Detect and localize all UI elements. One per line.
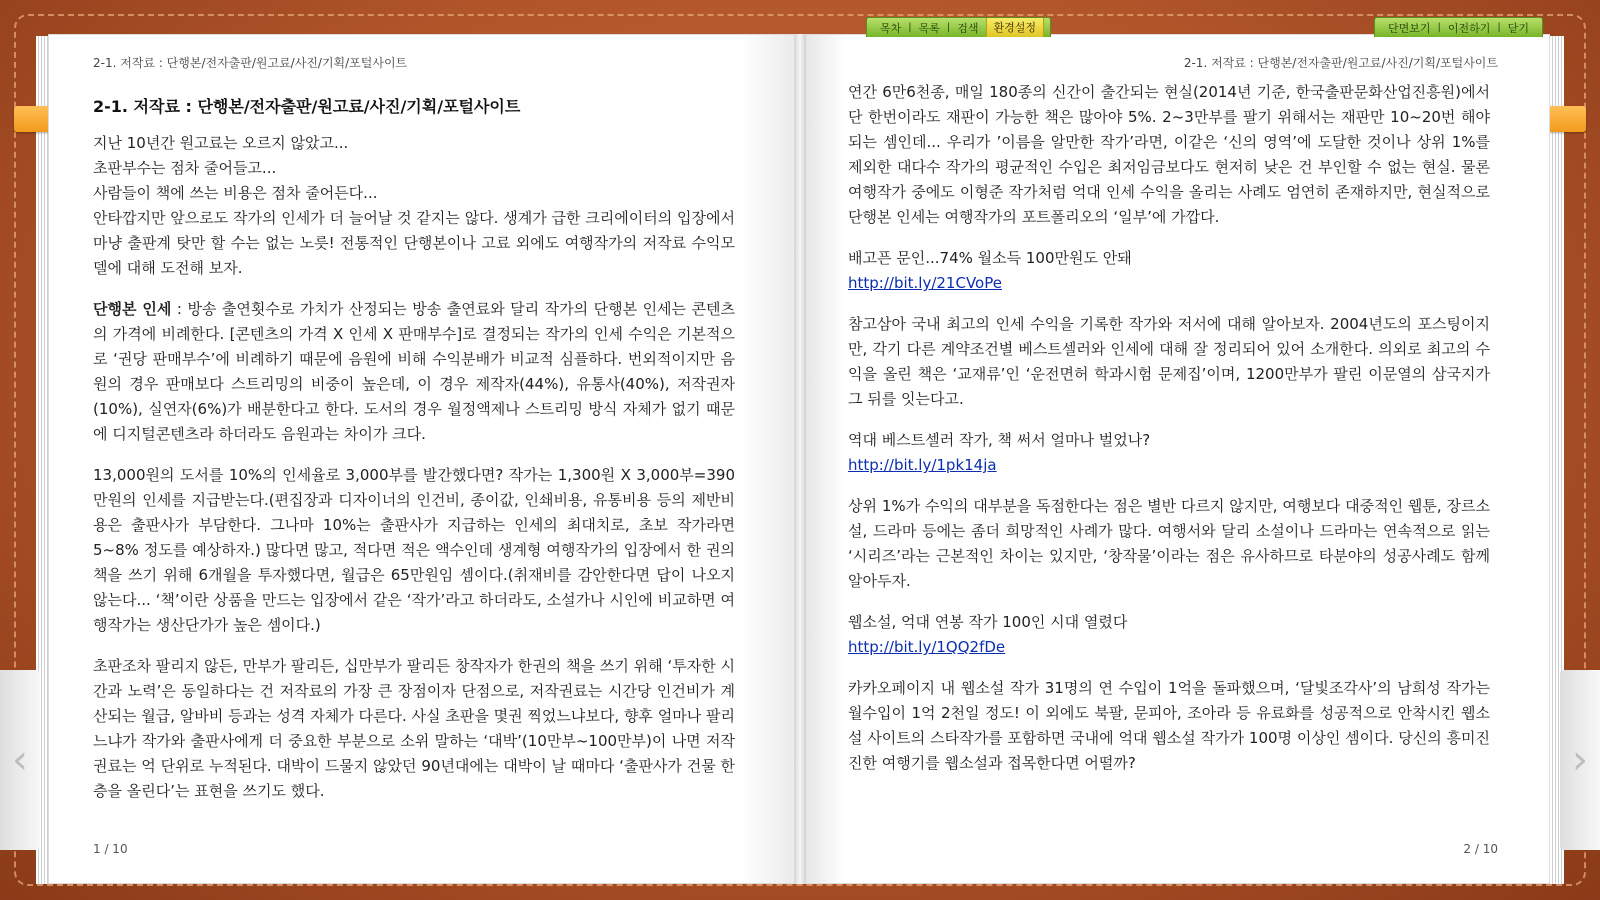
book-spine-gutter	[794, 34, 806, 884]
article-link[interactable]: http://bit.ly/21CVoPe	[848, 274, 1002, 292]
left-page	[48, 34, 800, 884]
left-page-number: 1 / 10	[93, 842, 128, 856]
right-bookmark-tab[interactable]	[1548, 106, 1586, 132]
settings-button[interactable]: 환경설정	[986, 18, 1045, 37]
right-page	[800, 34, 1550, 884]
link-caption: 역대 베스트셀러 작가, 책 써서 얼마나 벌었나?	[848, 431, 1151, 449]
main-toolbar	[866, 17, 1051, 37]
section-title: 2-1. 저작료 : 단행본/전자출판/원고료/사진/기획/포털사이트	[93, 97, 521, 116]
reality-paragraph: 연간 6만6천종, 매일 180종의 신간이 출간되는 현실(2014년 기준, 한국출판문화산업진흥원)에서 단 한번이라도 재판이 가능한 책은 많아야 5%. 2~3만부를 팔기 위해서는 재판만 10~20번 해야 되는 셈인데... 우리가 ’이름을 알만한 작가’라면, 이같은 ‘신의 영역’에 도달한 것이나 상위 1%를 제외한 대다수 작가의 평균적인 수입은 최저임금보다도 현저히 낮은 건 부인할 수 없는 현실. 물론 여행작가 중에도 이형준 작가처럼 억대 인세 수익을 올리는 사례도 엄연히 존재하지만, 현실적으로 단행본 인세는 여행작가의 포트폴리오의 ‘일부’에 가깝다.	[848, 83, 1490, 226]
intro-line: 사람들이 책에 쓰는 비용은 점차 줄어든다...	[93, 184, 378, 202]
left-bookmark-tab[interactable]	[14, 106, 52, 132]
left-page-content	[93, 94, 735, 820]
intro-paragraph: 안타깝지만 앞으로도 작가의 인세가 더 늘어날 것 같지는 않다. 생계가 급한 크리에이터의 입장에서 마냥 출판계 탓만 할 수는 없는 노릇! 전통적인 단행본이나 고료 외에도 여행작가의 저작료 수익모델에 대해 도전해 보자.	[93, 209, 735, 277]
toolbar-separator: |	[1497, 22, 1501, 33]
intro-line: 지난 10년간 원고료는 오르지 않았고...	[93, 134, 349, 152]
list-button[interactable]: 목록	[918, 21, 940, 35]
go-previous-button[interactable]: 이전하기	[1447, 21, 1491, 35]
royalty-paragraph	[93, 297, 735, 447]
right-page-header: 2-1. 저작료 : 단행본/전자출판/원고료/사진/기획/포털사이트	[1183, 56, 1498, 70]
link-block	[848, 428, 1490, 478]
close-button[interactable]: 닫기	[1507, 21, 1530, 35]
jackpot-paragraph: 초판조차 팔리지 않든, 만부가 팔리든, 십만부가 팔리든 창작자가 한권의 책을 쓰기 위해 ‘투자한 시간과 노력’은 동일하다는 건 저작료의 가장 큰 장점이자 단점으로, 저작권료는 시간당 인건비가 계산되는 월급, 알바비 등과는 성격 자체가 다른다. 사실 초판을 몇권 찍었느냐보다, 향후 얼마나 팔리느냐가 작가와 출판사에게 더 중요한 부분으로 소위 말하는 ‘대박’(10만부~100만부)이 나면 저작권료는 억 단위로 누적된다. 대박이 드물지 않았던 90년대에는 대박이 날 때마다 ‘출판사가 건물 한층을 올린다’는 표현을 쓰기도 했다.	[93, 657, 735, 800]
search-button[interactable]: 검색	[957, 21, 979, 35]
link-caption: 배고픈 문인...74% 월소득 100만원도 안돼	[848, 249, 1132, 267]
intro-block	[93, 131, 735, 281]
link-caption: 웹소설, 억대 연봉 작가 100인 시대 열렸다	[848, 613, 1128, 631]
bestseller-paragraph: 참고삼아 국내 최고의 인세 수익을 기록한 작가와 저서에 대해 알아보자. 2004년도의 포스팅이지만, 각기 다른 계약조건별 베스트셀러와 인세에 대해 잘 정리되어 있어 소개한다. 의외로 최고의 수익을 올린 책은 ‘교재류’인 ‘운전면허 학과시험 문제집’이며, 1200만부가 팔린 이문열의 삼국지가 그 뒤를 잇는다고.	[848, 315, 1490, 408]
next-page-arrow-icon[interactable]: ›	[1560, 670, 1600, 850]
toolbar-separator: |	[908, 22, 912, 33]
right-page-number: 2 / 10	[1463, 842, 1498, 856]
example-paragraph: 13,000원의 도서를 10%의 인세율로 3,000부를 발간했다면? 작가는 1,300원 X 3,000부=390만원의 인세를 지급받는다.(편집장과 디자이너의 인건비, 종이값, 인쇄비용, 유통비용 등의 제반비용은 출판사가 부담한다. 그나마 10%는 출판사가 지급하는 인세의 최대치로, 초보 작가라면 5~8% 정도를 예상하자.) 많다면 많고, 적다면 적은 액수인데 생계형 여행작가의 입장에서 한 권의 책을 쓰기 위해 6개월을 투자했다면, 월급은 65만원임 셈이다.(취재비를 감안한다면 답이 나오지 않는다... ‘책’이란 상품을 만드는 입장에서 같은 ‘작가’라고 하더라도, 소설가나 시인에 비교하면 여행작가는 생산단가가 높은 셈이다.)	[93, 466, 735, 634]
toolbar-separator: |	[946, 22, 951, 33]
article-link[interactable]: http://bit.ly/1pk14ja	[848, 456, 997, 474]
royalty-text: : 방송 출연횟수로 가치가 산정되는 방송 출연료와 달리 작가의 단행본 인세는 콘텐츠의 가격에 비례한다. [콘텐츠의 가격 X 인세 X 판매부수]로 결정되는 작가의 인세 수익은 기본적으로 ‘권당 판매부수’에 비례하기 때문에 음원에 비해 수익분배가 비교적 심플하다. 번외적이지만 음원의 경우 판매보다 스트리밍의 비중이 높은데, 이 경우 제작자(44%), 유통사(40%), 저작권자(10%), 실연자(6%)가 배분한다고 한다. 도서의 경우 월정액제나 스트리밍 방식 자체가 없기 때문에 디지털콘텐츠라 하더라도 음원과는 차이가 크다.	[93, 300, 735, 443]
genre-paragraph: 상위 1%가 수익의 대부분을 독점한다는 점은 별반 다르지 않지만, 여행보다 대중적인 웹툰, 장르소설, 드라마 등에는 좀더 희망적인 사례가 많다. 여행서와 달리 소설이나 드라마는 연속적으로 읽는 ‘시리즈’라는 근본적인 차이는 있지만, ‘창작물’이라는 점은 유사하므로 타분야의 성공사례도 함께 알아두자.	[848, 497, 1490, 590]
single-page-view-button[interactable]: 단면보기	[1388, 21, 1431, 35]
webnovel-paragraph: 카카오페이지 내 웹소설 작가 31명의 연 수입이 1억을 돌파했으며, ‘달빛조각사’의 남희성 작가는 월수입이 1억 2천일 정도! 이 외에도 북팔, 문피아, 조아라 등 유료화를 성공적으로 안착시킨 웹소설 사이트의 스타작가를 포함하면 국내에 억대 웹소설 작가가 100명 이상인 셈이다. 당신의 흥미진진한 여행기를 웹소설과 접목한다면 어떨까?	[848, 679, 1490, 772]
intro-line: 초판부수는 점차 줄어들고...	[93, 159, 277, 177]
toolbar-separator: |	[1437, 22, 1441, 33]
previous-page-arrow-icon[interactable]: ‹	[0, 670, 40, 850]
link-block	[848, 610, 1490, 660]
left-page-header: 2-1. 저작료 : 단행본/전자출판/원고료/사진/기획/포털사이트	[93, 56, 408, 70]
link-block	[848, 246, 1490, 296]
toc-button[interactable]: 목차	[880, 21, 902, 35]
right-page-content	[848, 80, 1490, 792]
article-link[interactable]: http://bit.ly/1QQ2fDe	[848, 638, 1006, 656]
view-toolbar	[1374, 17, 1543, 37]
royalty-label: 단행본 인세	[93, 300, 172, 318]
